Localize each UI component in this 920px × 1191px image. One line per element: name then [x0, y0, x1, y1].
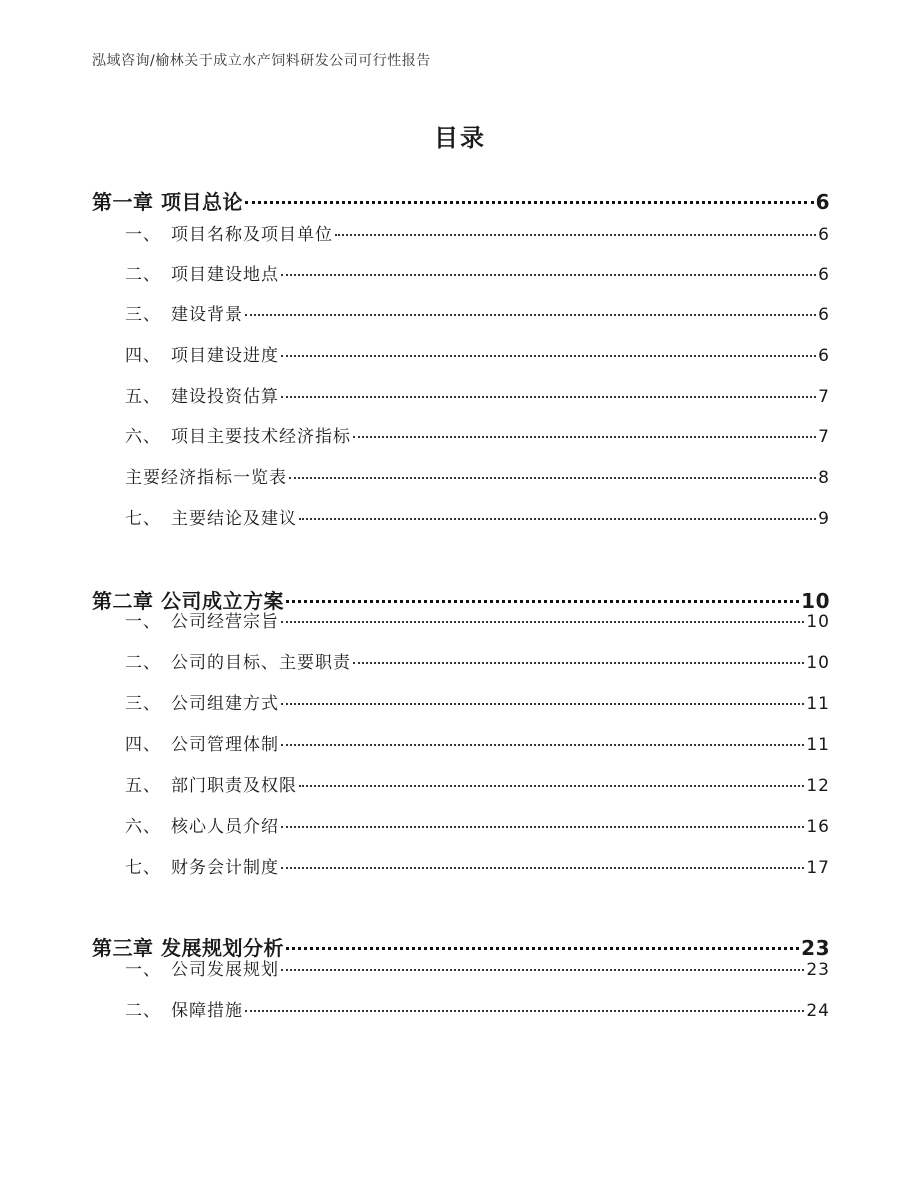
toc-section-entry[interactable] [125, 812, 830, 837]
dot-leader [281, 968, 804, 971]
toc-chapter-entry[interactable] [92, 186, 830, 215]
toc-entry-number: 二、 [125, 1001, 161, 1021]
dot-leader [299, 784, 804, 787]
toc-entry-text: 项目建设地点 [171, 265, 279, 285]
toc-page-number: 23 [801, 936, 830, 960]
toc-entry-label [125, 648, 351, 673]
toc-entry-number: 四、 [125, 735, 161, 755]
toc-page-number: 6 [818, 305, 830, 325]
toc-section-entry[interactable] [125, 996, 830, 1021]
toc-entry-text: 公司组建方式 [171, 694, 279, 714]
toc-section-entry[interactable] [125, 422, 830, 447]
dot-leader [299, 517, 816, 520]
toc-entry-text: 主要经济指标一览表 [125, 468, 287, 488]
dot-leader [281, 620, 804, 623]
toc-entry-number: 六、 [125, 817, 161, 837]
toc-entry-label [125, 300, 243, 325]
toc-entry-label [125, 853, 279, 878]
toc-section-entry[interactable] [125, 853, 830, 878]
toc-entry-number: 七、 [125, 509, 161, 529]
toc-entry-text: 主要结论及建议 [171, 509, 297, 529]
toc-entry-number: 二、 [125, 653, 161, 673]
toc-entry-text: 第三章 发展规划分析 [92, 936, 284, 960]
dot-leader [245, 200, 814, 204]
toc-entry-label [125, 422, 351, 447]
dot-leader [286, 599, 799, 603]
toc-section-entry[interactable] [125, 463, 830, 488]
toc-entry-text: 部门职责及权限 [171, 776, 297, 796]
toc-page-number: 10 [801, 589, 830, 613]
toc-entry-text: 建设背景 [171, 305, 243, 325]
toc-entry-label [125, 812, 279, 837]
toc-section-entry[interactable] [125, 341, 830, 366]
toc-section-entry[interactable] [125, 607, 830, 632]
toc-entry-text: 第二章 公司成立方案 [92, 589, 284, 613]
toc-entry-number: 一、 [125, 960, 161, 980]
toc-section-entry[interactable] [125, 689, 830, 714]
toc-section-entry[interactable] [125, 955, 830, 980]
toc-entry-label [125, 341, 279, 366]
dot-leader [281, 825, 804, 828]
toc-entry-label [125, 260, 279, 285]
toc-entry-label [125, 220, 333, 245]
toc-page-number: 12 [806, 776, 830, 796]
toc-entry-label [92, 186, 243, 215]
toc-entry-number: 三、 [125, 694, 161, 714]
toc-entry-text: 项目建设进度 [171, 346, 279, 366]
toc-entry-number: 一、 [125, 225, 161, 245]
toc-section-entry[interactable] [125, 771, 830, 796]
toc-page-number: 7 [818, 427, 830, 447]
toc-section-entry[interactable] [125, 648, 830, 673]
toc-entry-text: 公司经营宗旨 [171, 612, 279, 632]
toc-entry-number: 二、 [125, 265, 161, 285]
toc-page-number: 10 [806, 612, 830, 632]
toc-page-number: 9 [818, 509, 830, 529]
toc-section-entry[interactable] [125, 730, 830, 755]
toc-page-number: 6 [815, 190, 830, 214]
toc-entry-number: 五、 [125, 387, 161, 407]
toc-entry-label [125, 689, 279, 714]
toc-page-number: 24 [806, 1001, 830, 1021]
toc-section-entry[interactable] [125, 382, 830, 407]
toc-section-entry[interactable] [125, 504, 830, 529]
toc-entry-label [125, 730, 279, 755]
toc-page-number: 23 [806, 960, 830, 980]
dot-leader [281, 866, 804, 869]
toc-entry-text: 第一章 项目总论 [92, 190, 243, 214]
toc-page-number: 6 [818, 346, 830, 366]
toc-section-entry[interactable] [125, 260, 830, 285]
toc-entry-number: 六、 [125, 427, 161, 447]
toc-section-entry[interactable] [125, 220, 830, 245]
toc-page-number: 8 [818, 468, 830, 488]
dot-leader [281, 743, 804, 746]
dot-leader [353, 661, 804, 664]
toc-entry-label [125, 771, 297, 796]
toc-entry-label [125, 996, 243, 1021]
toc-entry-text: 财务会计制度 [171, 858, 279, 878]
dot-leader [245, 313, 816, 316]
toc-entry-text: 保障措施 [171, 1001, 243, 1021]
toc-page-number: 7 [818, 387, 830, 407]
dot-leader [353, 435, 816, 438]
toc-entry-text: 公司的目标、主要职责 [171, 653, 351, 673]
dot-leader [281, 395, 816, 398]
toc-page-number: 6 [818, 265, 830, 285]
toc-entry-label [125, 382, 279, 407]
dot-leader [245, 1009, 804, 1012]
toc-entry-number: 四、 [125, 346, 161, 366]
toc-entry-label [125, 463, 287, 488]
toc-entry-label [125, 607, 279, 632]
toc-page-number: 16 [806, 817, 830, 837]
toc-page-number: 10 [806, 653, 830, 673]
toc-section-entry[interactable] [125, 300, 830, 325]
toc-entry-text: 公司管理体制 [171, 735, 279, 755]
dot-leader [335, 233, 816, 236]
toc-entry-number: 三、 [125, 305, 161, 325]
toc-entry-number: 五、 [125, 776, 161, 796]
toc-title: 目录 [434, 124, 486, 152]
toc-entry-text: 项目主要技术经济指标 [171, 427, 351, 447]
toc-page-number: 11 [806, 735, 830, 755]
toc-page-number: 11 [806, 694, 830, 714]
dot-leader [286, 946, 799, 950]
toc-entry-text: 项目名称及项目单位 [171, 225, 333, 245]
toc-page-number: 17 [806, 858, 830, 878]
toc-page-number: 6 [818, 225, 830, 245]
toc-entry-text: 公司发展规划 [171, 960, 279, 980]
dot-leader [289, 476, 816, 479]
dot-leader [281, 273, 816, 276]
dot-leader [281, 702, 804, 705]
toc-entry-number: 一、 [125, 612, 161, 632]
toc-entry-label [125, 504, 297, 529]
toc-entry-text: 建设投资估算 [171, 387, 279, 407]
toc-entry-label [125, 955, 279, 980]
toc-entry-text: 核心人员介绍 [171, 817, 279, 837]
running-header: 泓域咨询/榆林关于成立水产饲料研发公司可行性报告 [92, 53, 431, 69]
toc-entry-number: 七、 [125, 858, 161, 878]
dot-leader [281, 354, 816, 357]
